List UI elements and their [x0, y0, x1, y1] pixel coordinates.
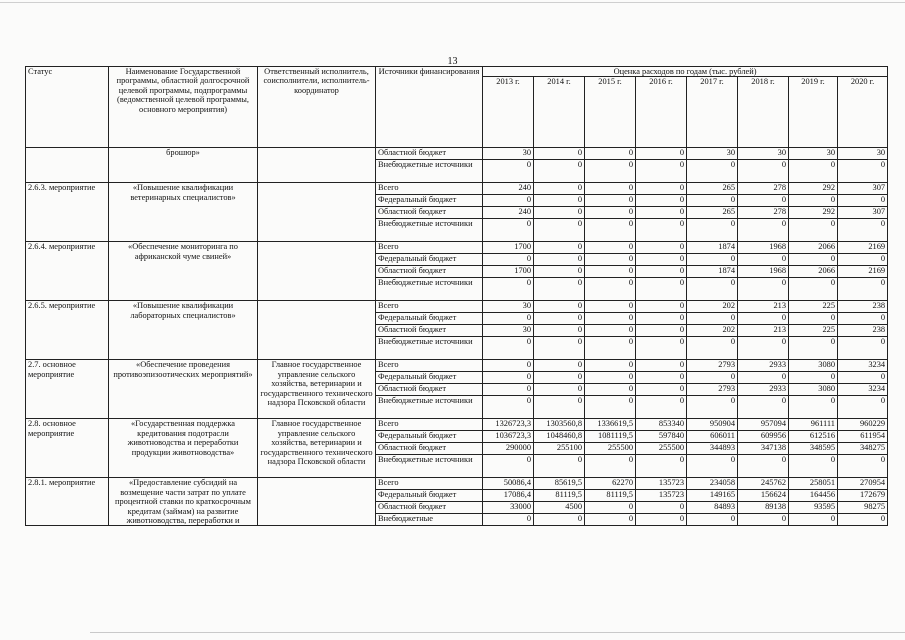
source-cell: Всего: [376, 360, 483, 372]
value-cell: 213: [738, 325, 789, 337]
header-year: 2020 г.: [838, 77, 888, 148]
status-cell: 2.6.3. мероприятие: [26, 183, 109, 242]
value-cell: 0: [534, 183, 585, 195]
value-cell: 255100: [534, 443, 585, 455]
value-cell: 0: [585, 207, 636, 219]
value-cell: 4500: [534, 502, 585, 514]
value-cell: 30: [789, 148, 838, 160]
value-cell: 0: [534, 278, 585, 301]
value-cell: 0: [636, 254, 687, 266]
value-cell: 0: [534, 242, 585, 254]
value-cell: 0: [534, 301, 585, 313]
value-cell: 0: [789, 514, 838, 526]
value-cell: 307: [838, 183, 888, 195]
value-cell: 2066: [789, 242, 838, 254]
value-cell: 0: [687, 514, 738, 526]
source-cell: Внебюджетные источники: [376, 455, 483, 478]
value-cell: 0: [636, 160, 687, 183]
value-cell: 0: [838, 455, 888, 478]
value-cell: 258051: [789, 478, 838, 490]
value-cell: 0: [838, 160, 888, 183]
responsible-cell: [258, 242, 376, 301]
source-cell: Всего: [376, 419, 483, 431]
value-cell: 3080: [789, 384, 838, 396]
value-cell: 164456: [789, 490, 838, 502]
value-cell: 1336619,5: [585, 419, 636, 431]
value-cell: 0: [483, 195, 534, 207]
value-cell: 0: [585, 278, 636, 301]
source-cell: Федеральный бюджет: [376, 372, 483, 384]
source-cell: Областной бюджет: [376, 148, 483, 160]
value-cell: 245762: [738, 478, 789, 490]
source-cell: Внебюджетные источники: [376, 219, 483, 242]
source-cell: Областной бюджет: [376, 207, 483, 219]
value-cell: 0: [534, 372, 585, 384]
value-cell: 0: [687, 396, 738, 419]
value-cell: 50086,4: [483, 478, 534, 490]
value-cell: 0: [636, 183, 687, 195]
value-cell: 0: [534, 148, 585, 160]
value-cell: 0: [636, 266, 687, 278]
table-row: [26, 183, 888, 195]
value-cell: 98275: [838, 502, 888, 514]
value-cell: 0: [738, 514, 789, 526]
value-cell: 0: [483, 396, 534, 419]
value-cell: 0: [483, 313, 534, 325]
source-cell: Внебюджетные источники: [376, 278, 483, 301]
value-cell: 1081119,5: [585, 431, 636, 443]
responsible-cell: Главное государственное управление сельского хозяйства, ветеринарии и государственного технического надзора Псковской области: [258, 360, 376, 419]
value-cell: 0: [585, 301, 636, 313]
value-cell: 0: [483, 337, 534, 360]
name-cell: «Повышение квалификации ветеринарных специалистов»: [109, 183, 258, 242]
status-cell: 2.6.4. мероприятие: [26, 242, 109, 301]
value-cell: 0: [585, 384, 636, 396]
value-cell: 0: [838, 195, 888, 207]
value-cell: 0: [738, 396, 789, 419]
value-cell: 0: [738, 278, 789, 301]
scan-edge-top: [0, 2, 905, 3]
value-cell: 0: [534, 266, 585, 278]
value-cell: 597840: [636, 431, 687, 443]
value-cell: 0: [534, 254, 585, 266]
value-cell: 30: [483, 148, 534, 160]
source-cell: Областной бюджет: [376, 384, 483, 396]
table-header: [26, 67, 888, 148]
value-cell: 0: [636, 360, 687, 372]
value-cell: 0: [483, 372, 534, 384]
value-cell: 225: [789, 301, 838, 313]
value-cell: 225: [789, 325, 838, 337]
value-cell: 0: [585, 160, 636, 183]
value-cell: 81119,5: [534, 490, 585, 502]
value-cell: 2066: [789, 266, 838, 278]
value-cell: 30: [838, 148, 888, 160]
value-cell: 0: [483, 278, 534, 301]
responsible-cell: [258, 183, 376, 242]
value-cell: 238: [838, 325, 888, 337]
value-cell: 3234: [838, 360, 888, 372]
status-cell: 2.8. основное мероприятие: [26, 419, 109, 478]
value-cell: 0: [585, 455, 636, 478]
value-cell: 202: [687, 325, 738, 337]
value-cell: 0: [534, 455, 585, 478]
source-cell: Всего: [376, 242, 483, 254]
value-cell: 1874: [687, 266, 738, 278]
value-cell: 85619,5: [534, 478, 585, 490]
value-cell: 0: [636, 455, 687, 478]
value-cell: 0: [636, 514, 687, 526]
value-cell: 0: [789, 337, 838, 360]
value-cell: 0: [483, 160, 534, 183]
value-cell: 0: [687, 313, 738, 325]
table-row: [26, 242, 888, 254]
value-cell: 238: [838, 301, 888, 313]
value-cell: 0: [534, 337, 585, 360]
value-cell: 0: [738, 372, 789, 384]
value-cell: 0: [585, 396, 636, 419]
value-cell: 1326723,3: [483, 419, 534, 431]
value-cell: 0: [838, 219, 888, 242]
value-cell: 0: [636, 396, 687, 419]
value-cell: 135723: [636, 478, 687, 490]
value-cell: 30: [738, 148, 789, 160]
value-cell: 0: [636, 219, 687, 242]
source-cell: Внебюджетные источники: [376, 160, 483, 183]
value-cell: 961111: [789, 419, 838, 431]
name-cell: «Предоставление субсидий на возмещение части затрат по уплате процентной ставки по краткосрочным кредитам (займам) на развитие животноводства, переработки и: [109, 478, 258, 526]
value-cell: 2793: [687, 360, 738, 372]
value-cell: 0: [585, 337, 636, 360]
header-sources: Источники финансирования: [376, 67, 483, 148]
status-cell: 2.6.5. мероприятие: [26, 301, 109, 360]
value-cell: 292: [789, 207, 838, 219]
value-cell: 0: [789, 372, 838, 384]
value-cell: 1036723,3: [483, 431, 534, 443]
value-cell: 0: [687, 372, 738, 384]
value-cell: 17086,4: [483, 490, 534, 502]
value-cell: 0: [789, 313, 838, 325]
source-cell: Областной бюджет: [376, 443, 483, 455]
value-cell: 0: [738, 195, 789, 207]
value-cell: 135723: [636, 490, 687, 502]
value-cell: 156624: [738, 490, 789, 502]
value-cell: 853340: [636, 419, 687, 431]
value-cell: 0: [789, 455, 838, 478]
value-cell: 240: [483, 207, 534, 219]
header-year: 2017 г.: [687, 77, 738, 148]
source-cell: Всего: [376, 301, 483, 313]
value-cell: 612516: [789, 431, 838, 443]
value-cell: 0: [636, 384, 687, 396]
value-cell: 278: [738, 183, 789, 195]
source-cell: Областной бюджет: [376, 502, 483, 514]
value-cell: 84893: [687, 502, 738, 514]
status-cell: [26, 148, 109, 183]
value-cell: 255500: [636, 443, 687, 455]
status-cell: 2.8.1. мероприятие: [26, 478, 109, 526]
value-cell: 1968: [738, 242, 789, 254]
budget-table: [25, 66, 888, 526]
value-cell: 149165: [687, 490, 738, 502]
value-cell: 2933: [738, 384, 789, 396]
value-cell: 202: [687, 301, 738, 313]
value-cell: 0: [483, 455, 534, 478]
value-cell: 0: [789, 396, 838, 419]
value-cell: 960229: [838, 419, 888, 431]
value-cell: 0: [687, 195, 738, 207]
value-cell: 2169: [838, 242, 888, 254]
value-cell: 270954: [838, 478, 888, 490]
value-cell: 0: [738, 254, 789, 266]
table-row: [26, 301, 888, 313]
table-row: [26, 478, 888, 490]
value-cell: 0: [738, 455, 789, 478]
value-cell: 93595: [789, 502, 838, 514]
value-cell: 0: [585, 254, 636, 266]
value-cell: 0: [789, 254, 838, 266]
value-cell: 30: [687, 148, 738, 160]
value-cell: 0: [687, 455, 738, 478]
page-number: 13: [447, 56, 458, 67]
value-cell: 609956: [738, 431, 789, 443]
value-cell: 234058: [687, 478, 738, 490]
header-year: 2013 г.: [483, 77, 534, 148]
value-cell: 30: [483, 301, 534, 313]
value-cell: 1968: [738, 266, 789, 278]
value-cell: 172679: [838, 490, 888, 502]
source-cell: Федеральный бюджет: [376, 431, 483, 443]
value-cell: 0: [585, 514, 636, 526]
value-cell: 81119,5: [585, 490, 636, 502]
value-cell: 0: [636, 278, 687, 301]
value-cell: 0: [483, 219, 534, 242]
value-cell: 255500: [585, 443, 636, 455]
value-cell: 89138: [738, 502, 789, 514]
value-cell: 0: [636, 325, 687, 337]
value-cell: 348275: [838, 443, 888, 455]
value-cell: 0: [636, 195, 687, 207]
value-cell: 0: [738, 313, 789, 325]
value-cell: 30: [483, 325, 534, 337]
source-cell: Федеральный бюджет: [376, 254, 483, 266]
header-year: 2014 г.: [534, 77, 585, 148]
value-cell: 290000: [483, 443, 534, 455]
value-cell: 2933: [738, 360, 789, 372]
value-cell: 0: [687, 278, 738, 301]
value-cell: 0: [636, 372, 687, 384]
value-cell: 0: [636, 242, 687, 254]
value-cell: 0: [636, 313, 687, 325]
value-cell: 213: [738, 301, 789, 313]
table-row: [26, 148, 888, 160]
source-cell: Внебюджетные: [376, 514, 483, 526]
value-cell: 3080: [789, 360, 838, 372]
value-cell: 0: [534, 313, 585, 325]
source-cell: Федеральный бюджет: [376, 195, 483, 207]
value-cell: 0: [483, 514, 534, 526]
value-cell: 265: [687, 207, 738, 219]
value-cell: 3234: [838, 384, 888, 396]
value-cell: 0: [789, 195, 838, 207]
value-cell: 1700: [483, 266, 534, 278]
value-cell: 0: [585, 266, 636, 278]
value-cell: 347138: [738, 443, 789, 455]
value-cell: 0: [789, 160, 838, 183]
value-cell: 0: [789, 219, 838, 242]
value-cell: 0: [483, 254, 534, 266]
value-cell: 0: [585, 195, 636, 207]
value-cell: 0: [534, 396, 585, 419]
responsible-cell: Главное государственное управление сельского хозяйства, ветеринарии и государственного технического надзора Псковской области: [258, 419, 376, 478]
header-status: Статус: [26, 67, 109, 148]
table-row: [26, 360, 888, 372]
source-cell: Областной бюджет: [376, 266, 483, 278]
value-cell: 0: [636, 301, 687, 313]
value-cell: 0: [483, 360, 534, 372]
value-cell: 950904: [687, 419, 738, 431]
name-cell: «Обеспечение проведения противоэпизоотических мероприятий»: [109, 360, 258, 419]
value-cell: 0: [838, 337, 888, 360]
value-cell: 0: [636, 337, 687, 360]
value-cell: 0: [838, 514, 888, 526]
value-cell: 606011: [687, 431, 738, 443]
source-cell: Внебюджетные источники: [376, 396, 483, 419]
value-cell: 0: [838, 396, 888, 419]
value-cell: 240: [483, 183, 534, 195]
value-cell: 0: [534, 384, 585, 396]
value-cell: 1700: [483, 242, 534, 254]
value-cell: 0: [585, 372, 636, 384]
value-cell: 0: [636, 502, 687, 514]
value-cell: 292: [789, 183, 838, 195]
value-cell: 0: [585, 360, 636, 372]
value-cell: 0: [585, 148, 636, 160]
value-cell: 0: [738, 160, 789, 183]
scan-edge-bottom: [90, 632, 905, 633]
value-cell: 0: [585, 325, 636, 337]
name-cell: «Обеспечение мониторинга по африканской чуме свиней»: [109, 242, 258, 301]
name-cell: «Повышение квалификации лабораторных специалистов»: [109, 301, 258, 360]
value-cell: 0: [687, 337, 738, 360]
value-cell: 957094: [738, 419, 789, 431]
name-cell: брошюр»: [109, 148, 258, 183]
value-cell: 0: [738, 337, 789, 360]
header-year: 2019 г.: [789, 77, 838, 148]
value-cell: 0: [585, 219, 636, 242]
value-cell: 344893: [687, 443, 738, 455]
value-cell: 0: [838, 372, 888, 384]
value-cell: 62270: [585, 478, 636, 490]
value-cell: 307: [838, 207, 888, 219]
value-cell: 1874: [687, 242, 738, 254]
value-cell: 1048460,8: [534, 431, 585, 443]
value-cell: 0: [687, 219, 738, 242]
source-cell: Федеральный бюджет: [376, 313, 483, 325]
source-cell: Внебюджетные источники: [376, 337, 483, 360]
value-cell: 0: [789, 278, 838, 301]
value-cell: 0: [636, 207, 687, 219]
header-estimate: Оценка расходов по годам (тыс. рублей): [483, 67, 888, 77]
source-cell: Всего: [376, 478, 483, 490]
source-cell: Федеральный бюджет: [376, 490, 483, 502]
header-responsible: Ответственный исполнитель, соисполнители, исполнитель-координатор: [258, 67, 376, 148]
value-cell: 0: [838, 254, 888, 266]
source-cell: Всего: [376, 183, 483, 195]
header-name: Наименование Государственной программы, областной долгосрочной целевой программы, подпрограммы (ведомственной целевой программы, основного мероприятия): [109, 67, 258, 148]
value-cell: 0: [585, 183, 636, 195]
name-cell: «Государственная поддержка кредитования подотрасли животноводства и переработки продукции животноводства»: [109, 419, 258, 478]
value-cell: 0: [534, 360, 585, 372]
source-cell: Областной бюджет: [376, 325, 483, 337]
value-cell: 0: [534, 514, 585, 526]
value-cell: 0: [585, 242, 636, 254]
value-cell: 0: [534, 207, 585, 219]
value-cell: 0: [585, 313, 636, 325]
value-cell: 0: [585, 502, 636, 514]
value-cell: 2169: [838, 266, 888, 278]
header-year: 2015 г.: [585, 77, 636, 148]
value-cell: 0: [687, 254, 738, 266]
value-cell: 0: [483, 384, 534, 396]
value-cell: 1303560,8: [534, 419, 585, 431]
value-cell: 611954: [838, 431, 888, 443]
responsible-cell: [258, 478, 376, 526]
value-cell: 0: [534, 160, 585, 183]
table-row: [26, 419, 888, 431]
responsible-cell: [258, 301, 376, 360]
value-cell: 2793: [687, 384, 738, 396]
value-cell: 265: [687, 183, 738, 195]
header-year: 2018 г.: [738, 77, 789, 148]
header-year: 2016 г.: [636, 77, 687, 148]
value-cell: 348595: [789, 443, 838, 455]
value-cell: 0: [738, 219, 789, 242]
value-cell: 33000: [483, 502, 534, 514]
value-cell: 0: [534, 195, 585, 207]
value-cell: 278: [738, 207, 789, 219]
status-cell: 2.7. основное мероприятие: [26, 360, 109, 419]
value-cell: 0: [534, 219, 585, 242]
value-cell: 0: [636, 148, 687, 160]
responsible-cell: [258, 148, 376, 183]
value-cell: 0: [838, 278, 888, 301]
value-cell: 0: [838, 313, 888, 325]
value-cell: 0: [687, 160, 738, 183]
value-cell: 0: [534, 325, 585, 337]
